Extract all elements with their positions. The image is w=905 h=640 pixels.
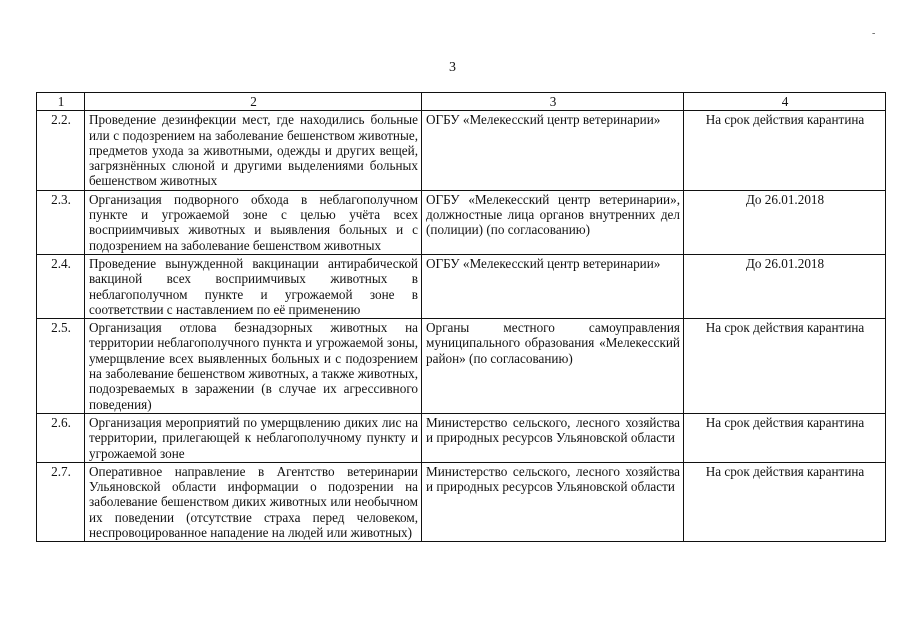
measure-executor: ОГБУ «Мелекесский центр ветеринарии» (422, 111, 684, 190)
measure-term: До 26.01.2018 (684, 254, 886, 318)
column-header: 3 (422, 93, 684, 111)
table-row (37, 111, 886, 190)
page-number: 3 (449, 60, 456, 75)
measure-term: На срок действия карантина (684, 319, 886, 414)
row-number: 2.7. (37, 462, 85, 541)
column-header: 4 (684, 93, 886, 111)
table-row (37, 254, 886, 318)
measure-description: Организация мероприятий по умерщвлению диких лис на территории, прилегающей к неблагополучному пункту и угрожаемой зоне (85, 413, 422, 462)
table-row (37, 413, 886, 462)
table-row (37, 462, 886, 541)
column-header: 2 (85, 93, 422, 111)
measure-description: Проведение вынужденной вакцинации антирабической вакциной всех восприимчивых животных в неблагополучном пункте и угрожаемой зоне в соответствии с наставлением по её применению (85, 254, 422, 318)
measure-executor: Министерство сельского, лесного хозяйства и природных ресурсов Ульяновской области (422, 413, 684, 462)
row-number: 2.4. (37, 254, 85, 318)
measure-term: На срок действия карантина (684, 462, 886, 541)
table-row (37, 319, 886, 414)
measure-executor: Министерство сельского, лесного хозяйства и природных ресурсов Ульяновской области (422, 462, 684, 541)
measures-table (36, 92, 886, 542)
measure-description: Организация отлова безнадзорных животных на территории неблагополучного пункта и угрожаемой зоны, умерщвление всех выявленных больных и с подозрением на заболевание бешенством животных, а также животных, подозреваемых в заражении (в случае их агрессивного поведения) (85, 319, 422, 414)
corner-mark: - (872, 28, 876, 39)
row-number: 2.6. (37, 413, 85, 462)
row-number: 2.3. (37, 190, 85, 254)
measure-term: До 26.01.2018 (684, 190, 886, 254)
measure-executor: ОГБУ «Мелекесский центр ветеринарии», должностные лица органов внутренних дел (полиции) (по согласованию) (422, 190, 684, 254)
measure-term: На срок действия карантина (684, 413, 886, 462)
measure-description: Проведение дезинфекции мест, где находились больные или с подозрением на заболевание бешенством животные, предметов ухода за животными, одежды и других вещей, загрязнённых слюной и другими выделениями больных бешенством животных (85, 111, 422, 190)
table-header-row (37, 93, 886, 111)
measure-term: На срок действия карантина (684, 111, 886, 190)
row-number: 2.2. (37, 111, 85, 190)
column-header: 1 (37, 93, 85, 111)
measure-description: Организация подворного обхода в неблагополучном пункте и угрожаемой зоне с целью учёта всех восприимчивых животных и выявления больных и с подозрением на заболевание бешенством животных (85, 190, 422, 254)
measure-description: Оперативное направление в Агентство ветеринарии Ульяновской области информации о подозрении на заболевание бешенством диких животных или необычном их поведении (отсутствие страха перед человеком, неспровоцированное нападение на людей или животных) (85, 462, 422, 541)
table-row (37, 190, 886, 254)
measure-executor: ОГБУ «Мелекесский центр ветеринарии» (422, 254, 684, 318)
measure-executor: Органы местного самоуправления муниципального образования «Мелекесский район» (по согласованию) (422, 319, 684, 414)
row-number: 2.5. (37, 319, 85, 414)
